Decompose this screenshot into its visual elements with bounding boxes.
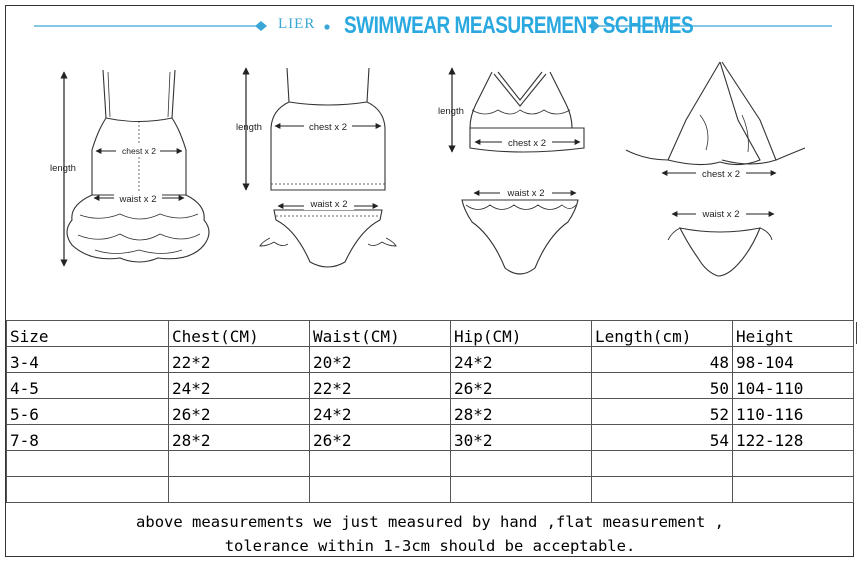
table-cell [169, 477, 310, 503]
chest-label: chest x 2 [308, 122, 348, 133]
table-cell [733, 477, 854, 503]
diamond-icon [255, 21, 267, 31]
table-row [7, 373, 854, 399]
chest-label: chest x 2 [121, 146, 157, 156]
table-cell [451, 451, 592, 477]
chest-label: chest x 2 [701, 169, 741, 180]
length-label: length [50, 163, 76, 174]
divider [856, 322, 857, 344]
tankini-swimsuit-diagram [246, 68, 396, 267]
length-label: length [236, 122, 262, 133]
table-cell [592, 451, 733, 477]
table-cell: 48 [592, 347, 733, 373]
header-cell: Size [7, 321, 169, 347]
table-row [7, 399, 854, 425]
table-cell: 3-4 [7, 347, 169, 373]
size-chart-table [6, 320, 854, 503]
note-line: tolerance within 1-3cm should be acceptable. [224, 537, 636, 555]
table-cell: 24*2 [451, 347, 592, 373]
table-cell [592, 477, 733, 503]
waist-label: waist x 2 [310, 199, 348, 210]
table-cell: 98-104 [733, 347, 854, 373]
table-cell [310, 477, 451, 503]
table-cell: 26*2 [451, 373, 592, 399]
table-cell [7, 477, 169, 503]
waist-label: waist x 2 [507, 188, 545, 199]
header-cell: Height [733, 321, 854, 347]
table-cell: 24*2 [310, 399, 451, 425]
table-row-empty [7, 477, 854, 503]
table-cell: 5-6 [7, 399, 169, 425]
length-label: length [438, 106, 464, 117]
table-cell [7, 451, 169, 477]
onepiece-swimsuit-diagram [64, 70, 209, 266]
crossback-bikini-diagram [452, 68, 584, 274]
header-cell: Chest(CM) [169, 321, 310, 347]
table-row [7, 425, 854, 451]
table-cell [733, 451, 854, 477]
header-cell: Length(cm) [592, 321, 733, 347]
table-cell: 30*2 [451, 425, 592, 451]
header-cell: Waist(CM) [310, 321, 451, 347]
table-cell: 110-116 [733, 399, 854, 425]
note-line: above measurements we just measured by hand ,flat measurement , [136, 513, 724, 531]
table-cell [310, 451, 451, 477]
table-row-empty [7, 451, 854, 477]
table-cell: 20*2 [310, 347, 451, 373]
measurement-note [6, 510, 854, 558]
table-header-row [7, 321, 854, 347]
dot-icon [324, 24, 329, 29]
table-cell: 26*2 [310, 425, 451, 451]
banner [0, 0, 861, 48]
table-cell [451, 477, 592, 503]
table-row [7, 347, 854, 373]
table-cell: 4-5 [7, 373, 169, 399]
page-title: SWIMWEAR MEASUREMENT SCHEMES [344, 13, 694, 40]
header-cell: Hip(CM) [451, 321, 592, 347]
waist-label: waist x 2 [702, 209, 740, 220]
table-cell: 26*2 [169, 399, 310, 425]
table-cell: 24*2 [169, 373, 310, 399]
table-cell: 7-8 [7, 425, 169, 451]
measurement-illustrations [0, 48, 861, 320]
table-cell: 28*2 [169, 425, 310, 451]
table-cell: 104-110 [733, 373, 854, 399]
brand-name: LIER [278, 16, 316, 32]
table-cell [169, 451, 310, 477]
table-cell: 54 [592, 425, 733, 451]
table-cell: 28*2 [451, 399, 592, 425]
table-cell: 22*2 [169, 347, 310, 373]
waist-label: waist x 2 [119, 194, 157, 205]
table-cell: 22*2 [310, 373, 451, 399]
table-cell: 122-128 [733, 425, 854, 451]
table-cell: 52 [592, 399, 733, 425]
chest-label: chest x 2 [507, 138, 547, 149]
table-cell: 50 [592, 373, 733, 399]
